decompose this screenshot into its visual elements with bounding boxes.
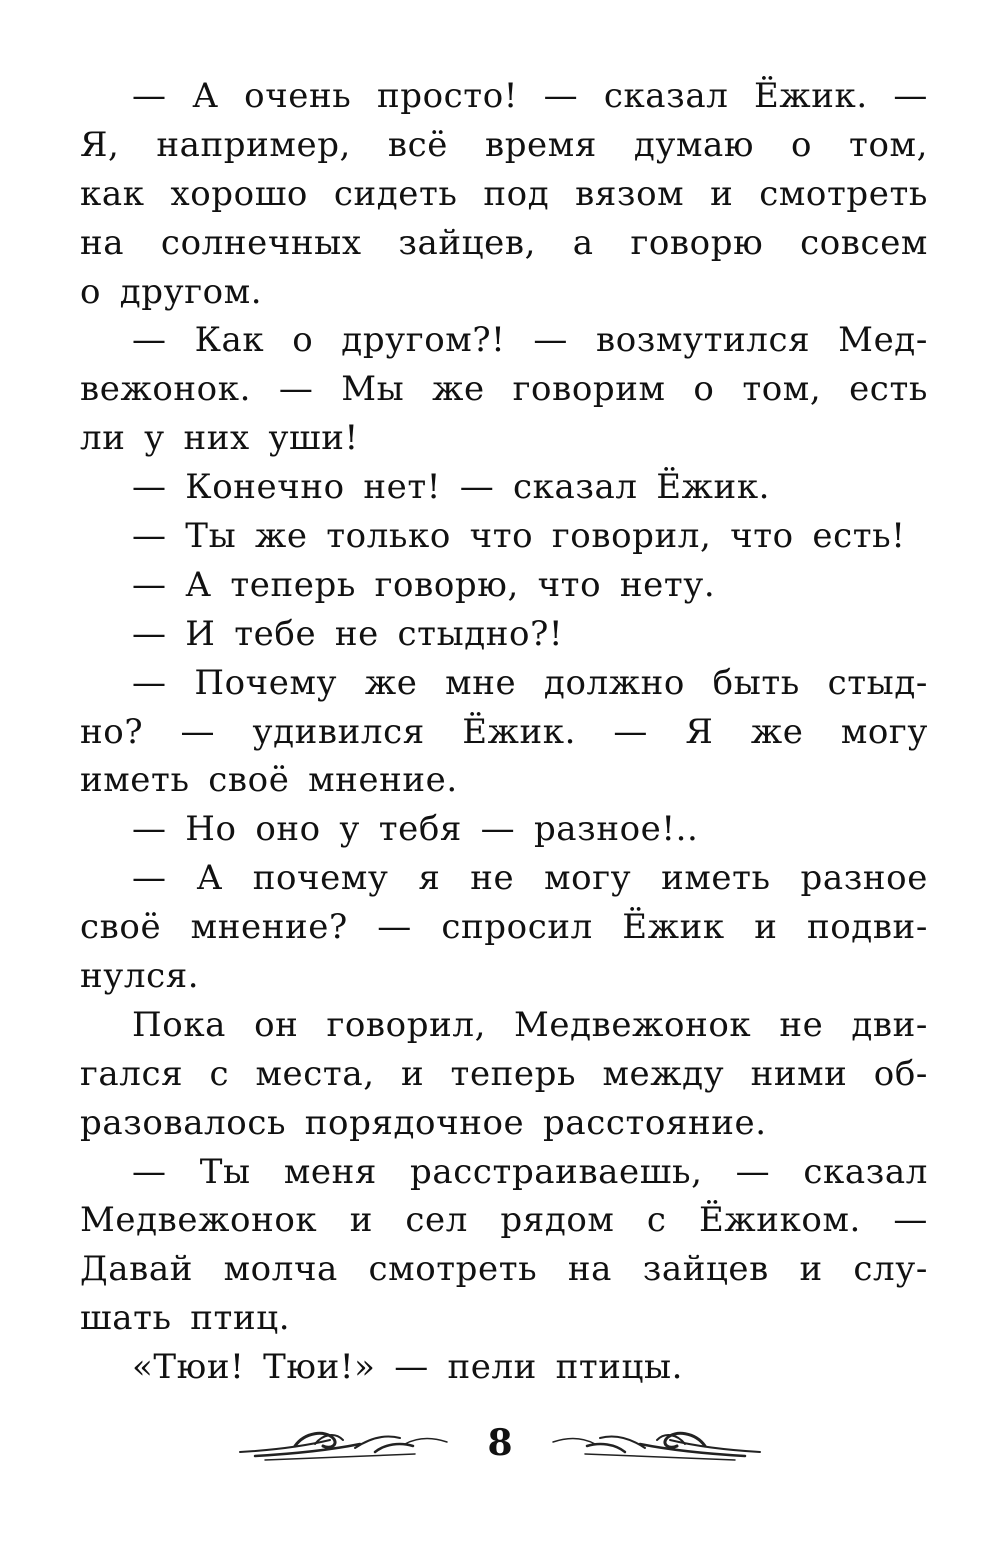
text-line: гался с места, и теперь между ними об- — [80, 1053, 928, 1094]
text-line: нулся. — [80, 956, 200, 997]
text-line: вежонок. — Мы же говорим о том, есть — [80, 369, 928, 410]
text-line: — А почему я не могу иметь разное — [132, 858, 928, 899]
text-line: Пока он говорил, Медвежонок не дви- — [132, 1004, 928, 1045]
text-line: как хорошо сидеть под вязом и смотреть — [80, 173, 928, 214]
text-line: — И тебе не стыдно?! — [132, 613, 564, 654]
flourish-ornament-icon — [550, 1424, 765, 1464]
text-line: — А очень просто! — сказал Ёжик. — — [132, 76, 928, 116]
text-line: — А теперь говорю, что нету. — [132, 564, 716, 605]
text-line: — Конечно нет! — сказал Ёжик. — [132, 467, 771, 508]
paragraph — [80, 659, 928, 806]
text-line: — Но оно у тебя — разное!.. — [132, 809, 699, 850]
paragraph — [80, 72, 928, 316]
text-line: «Тюи! Тюи!» — пели птицы. — [132, 1347, 684, 1388]
page-text — [80, 72, 928, 1412]
text-line: иметь своё мнение. — [80, 760, 458, 801]
flourish-ornament-icon — [235, 1424, 450, 1464]
text-line: Я, например, всё время думаю о том, — [80, 124, 928, 165]
text-line: своё мнение? — спросил Ёжик и подви- — [80, 907, 928, 948]
text-line: ли у них уши! — [80, 418, 359, 459]
text-line: Медвежонок и сел рядом с Ёжиком. — — [80, 1200, 928, 1241]
text-line: шать птиц. — [80, 1298, 291, 1339]
paragraph — [80, 512, 928, 561]
paragraph — [80, 1148, 928, 1344]
text-line: Давай молча смотреть на зайцев и слу- — [80, 1249, 928, 1290]
paragraph — [80, 1343, 928, 1392]
text-line: — Ты меня расстраиваешь, — сказал — [132, 1151, 928, 1192]
text-line: — Как о другом?! — возмутился Мед- — [132, 320, 928, 361]
paragraph — [80, 805, 928, 854]
text-line: — Ты же только что говорил, что есть! — [132, 516, 906, 557]
page-number: 8 — [487, 1422, 513, 1464]
paragraph — [80, 854, 928, 1001]
text-line: о другом. — [80, 271, 263, 312]
paragraph — [80, 316, 928, 463]
paragraph — [80, 463, 928, 512]
paragraph — [80, 610, 928, 659]
text-line: но? — удивился Ёжик. — Я же могу — [80, 711, 928, 752]
text-line: — Почему же мне должно быть стыд- — [132, 662, 928, 703]
paragraph — [80, 1001, 928, 1148]
text-line: на солнечных зайцев, а говорю совсем — [80, 222, 928, 263]
paragraph — [80, 561, 928, 610]
page-footer — [235, 1418, 765, 1474]
text-line: разовалось порядочное расстояние. — [80, 1102, 767, 1143]
